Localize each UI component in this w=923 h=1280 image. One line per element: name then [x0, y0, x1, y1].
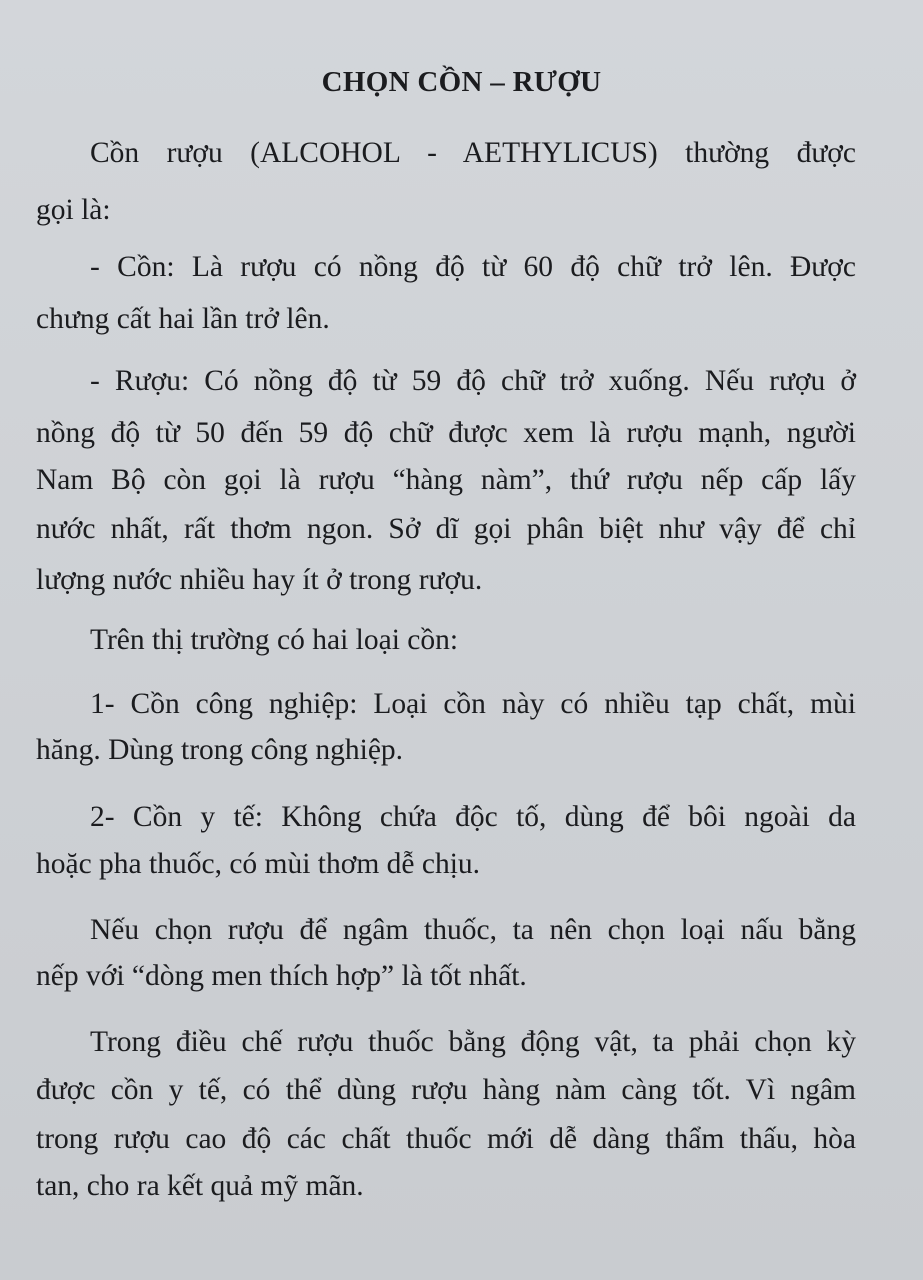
text-line: gọi là:	[36, 194, 111, 226]
text-line: 1- Cồn công nghiệp: Loại cồn này có nhiều tạp chất, mùi	[90, 688, 856, 720]
text-line: Cồn rượu (ALCOHOL - AETHYLICUS) thường được	[90, 137, 856, 169]
text-line: nước nhất, rất thơm ngon. Sở dĩ gọi phân biệt như vậy để chỉ	[36, 513, 856, 545]
text-line: nếp với “dòng men thích hợp” là tốt nhất.	[36, 960, 527, 992]
text-line: 2- Cồn y tế: Không chứa độc tố, dùng để bôi ngoài da	[90, 801, 856, 833]
text-line: trong rượu cao độ các chất thuốc mới dễ dàng thẩm thấu, hòa	[36, 1123, 856, 1155]
text-line: hăng. Dùng trong công nghiệp.	[36, 734, 404, 766]
text-line: nồng độ từ 50 đến 59 độ chữ được xem là rượu mạnh, người	[36, 417, 856, 449]
text-line: Nam Bộ còn gọi là rượu “hàng nàm”, thứ rượu nếp cấp lấy	[36, 464, 856, 496]
text-line: Nếu chọn rượu để ngâm thuốc, ta nên chọn loại nấu bằng	[90, 914, 856, 946]
text-line: Trong điều chế rượu thuốc bằng động vật, ta phải chọn kỳ	[90, 1026, 856, 1058]
page-title: CHỌN CỒN – RƯỢU	[321, 66, 602, 98]
text-line: chưng cất hai lần trở lên.	[36, 303, 330, 335]
text-line: Trên thị trường có hai loại cồn:	[90, 624, 459, 656]
text-line: được cồn y tế, có thể dùng rượu hàng nàm càng tốt. Vì ngâm	[36, 1074, 856, 1106]
text-line: lượng nước nhiều hay ít ở trong rượu.	[36, 564, 483, 596]
text-line: tan, cho ra kết quả mỹ mãn.	[36, 1170, 364, 1202]
text-line: - Rượu: Có nồng độ từ 59 độ chữ trở xuống. Nếu rượu ở	[90, 365, 856, 397]
text-line: - Cồn: Là rượu có nồng độ từ 60 độ chữ trở lên. Được	[90, 251, 856, 283]
text-line: hoặc pha thuốc, có mùi thơm dễ chịu.	[36, 848, 481, 880]
